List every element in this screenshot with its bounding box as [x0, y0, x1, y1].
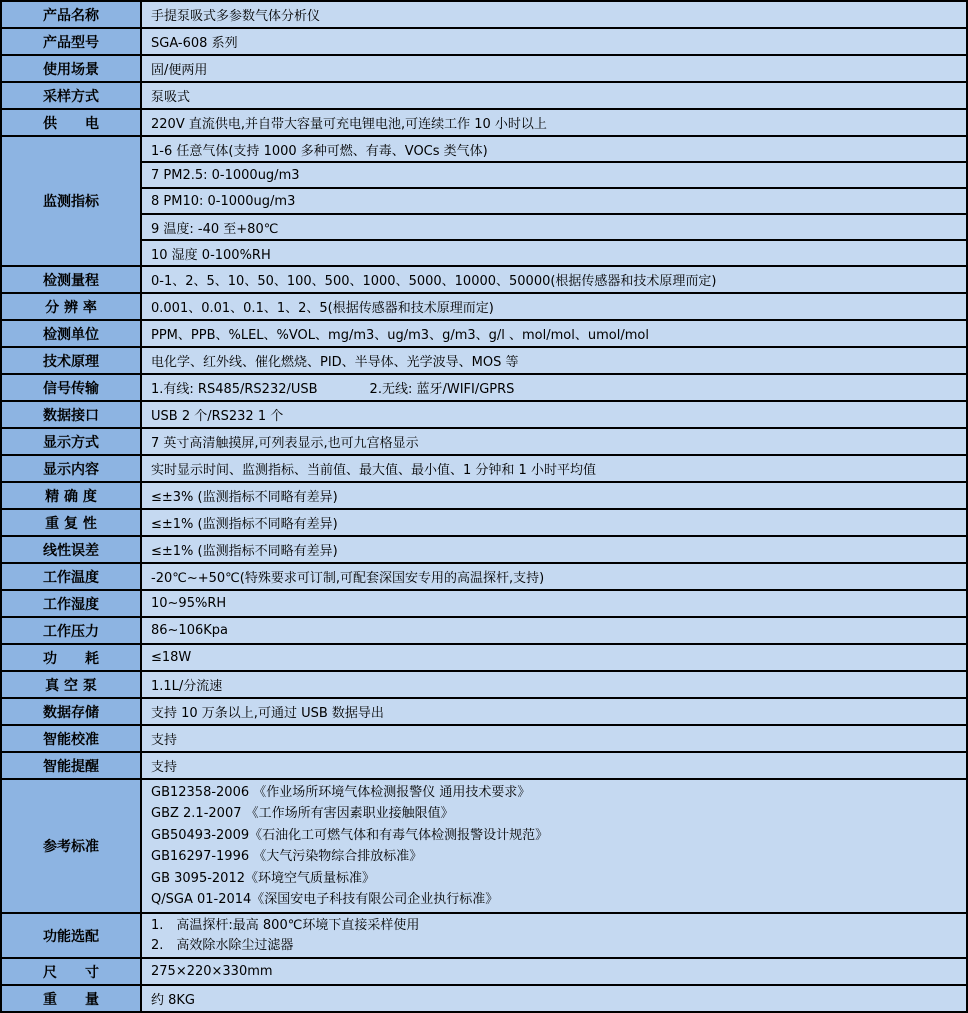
value-data-interface: USB 2 个/RS232 1 个: [141, 401, 967, 428]
spec-row-power-consumption: [1, 644, 967, 671]
value-monitoring-3: 8 PM10: 0-1000ug/m3: [141, 188, 967, 214]
value-sampling-method: 泵吸式: [141, 82, 967, 109]
label-sampling-method: 采样方式: [1, 82, 141, 109]
label-data-storage: 数据存储: [1, 698, 141, 725]
standard-line-1: GB12358-2006 《作业场所环境气体检测报警仪 通用技术要求》: [151, 785, 531, 800]
spec-row-monitoring-4: [1, 214, 967, 240]
spec-row-monitoring-3: [1, 188, 967, 214]
label-product-name: 产品名称: [1, 1, 141, 28]
value-power-supply: 220V 直流供电,并自带大容量可充电锂电池,可连续工作 10 小时以上: [141, 109, 967, 136]
label-repeatability: 重 复 性: [1, 509, 141, 536]
spec-row-power-supply: [1, 109, 967, 136]
label-weight: 重 量: [1, 985, 141, 1012]
spec-row-accuracy: [1, 482, 967, 509]
option-line-1: 1. 高温探杆:最高 800℃环境下直接采样使用: [151, 918, 420, 934]
value-monitoring-1: 1-6 任意气体(支持 1000 多种可燃、有毒、VOCs 类气体): [141, 136, 967, 162]
value-display-mode: 7 英寸高清触摸屏,可列表显示,也可九宫格显示: [141, 428, 967, 455]
value-weight: 约 8KG: [141, 985, 967, 1012]
value-power-consumption: ≤18W: [141, 644, 967, 671]
value-monitoring-5: 10 湿度 0-100%RH: [141, 240, 967, 266]
value-working-humidity: 10~95%RH: [141, 590, 967, 617]
value-working-temperature: -20℃~+50℃(特殊要求可订制,可配套深国安专用的高温探杆,支持): [141, 563, 967, 590]
spec-row-data-storage: [1, 698, 967, 725]
value-product-model: SGA-608 系列: [141, 28, 967, 55]
value-smart-reminder: 支持: [141, 752, 967, 779]
value-vacuum-pump: 1.1L/分流速: [141, 671, 967, 698]
spec-row-usage-scene: [1, 55, 967, 82]
label-display-content: 显示内容: [1, 455, 141, 482]
option-line-2: 2. 高效除水除尘过滤器: [151, 937, 294, 953]
label-detection-range: 检测量程: [1, 266, 141, 293]
label-reference-standards: 参考标准: [1, 779, 141, 913]
spec-row-product-name: [1, 1, 967, 28]
spec-row-working-humidity: [1, 590, 967, 617]
spec-row-working-temperature: [1, 563, 967, 590]
label-technical-principle: 技术原理: [1, 347, 141, 374]
label-monitoring-indicators: 监测指标: [1, 136, 141, 266]
spec-row-repeatability: [1, 509, 967, 536]
label-product-model: 产品型号: [1, 28, 141, 55]
standard-line-6: Q/SGA 01-2014《深国安电子科技有限公司企业执行标准》: [151, 892, 499, 908]
standard-line-2: GBZ 2.1-2007 《工作场所有害因素职业接触限值》: [151, 806, 454, 822]
label-linearity-error: 线性误差: [1, 536, 141, 563]
spec-row-resolution: [1, 293, 967, 320]
standard-line-4: GB16297-1996 《大气污染物综合排放标准》: [151, 849, 423, 865]
value-detection-units: PPM、PPB、%LEL、%VOL、mg/m3、ug/m3、g/m3、g/l 、mol/mol、umol/mol: [141, 320, 967, 347]
value-display-content: 实时显示时间、监测指标、当前值、最大值、最小值、1 分钟和 1 小时平均值: [141, 455, 967, 482]
value-product-name: 手提泵吸式多参数气体分析仪: [141, 1, 967, 28]
label-signal-transmission: 信号传输: [1, 374, 141, 401]
standard-line-3: GB50493-2009《石油化工可燃气体和有毒气体检测报警设计规范》: [151, 827, 549, 843]
label-data-interface: 数据接口: [1, 401, 141, 428]
value-linearity-error: ≤±1% (监测指标不同略有差异): [141, 536, 967, 563]
label-power-consumption: 功 耗: [1, 644, 141, 671]
spec-row-technical-principle: [1, 347, 967, 374]
value-data-storage: 支持 10 万条以上,可通过 USB 数据导出: [141, 698, 967, 725]
spec-row-reference-standards: [1, 779, 967, 913]
spec-row-detection-range: [1, 266, 967, 293]
value-repeatability: ≤±1% (监测指标不同略有差异): [141, 509, 967, 536]
label-display-mode: 显示方式: [1, 428, 141, 455]
spec-row-display-mode: [1, 428, 967, 455]
spec-row-data-interface: [1, 401, 967, 428]
spec-row-monitoring-2: [1, 162, 967, 188]
label-dimensions: 尺 寸: [1, 958, 141, 985]
label-smart-calibration: 智能校准: [1, 725, 141, 752]
value-monitoring-4: 9 温度: -40 至+80℃: [141, 214, 967, 240]
label-power-supply: 供 电: [1, 109, 141, 136]
value-usage-scene: 固/便两用: [141, 55, 967, 82]
value-accuracy: ≤±3% (监测指标不同略有差异): [141, 482, 967, 509]
spec-row-linearity-error: [1, 536, 967, 563]
value-detection-range: 0-1、2、5、10、50、100、500、1000、5000、10000、50000(根据传感器和技术原理而定): [141, 266, 967, 293]
label-vacuum-pump: 真 空 泵: [1, 671, 141, 698]
label-accuracy: 精 确 度: [1, 482, 141, 509]
standard-line-5: GB 3095-2012《环境空气质量标准》: [151, 870, 375, 886]
value-dimensions: 275×220×330mm: [141, 958, 967, 985]
spec-row-smart-reminder: [1, 752, 967, 779]
spec-row-dimensions: [1, 958, 967, 985]
value-smart-calibration: 支持: [141, 725, 967, 752]
label-detection-units: 检测单位: [1, 320, 141, 347]
value-technical-principle: 电化学、红外线、催化燃烧、PID、半导体、光学波导、MOS 等: [141, 347, 967, 374]
label-working-temperature: 工作温度: [1, 563, 141, 590]
value-optional-features: [141, 913, 967, 958]
value-working-pressure: 86~106Kpa: [141, 617, 967, 644]
label-resolution: 分 辨 率: [1, 293, 141, 320]
value-monitoring-2: 7 PM2.5: 0-1000ug/m3: [141, 162, 967, 188]
spec-row-optional-features: [1, 913, 967, 958]
label-optional-features: 功能选配: [1, 913, 141, 958]
spec-row-monitoring-5: [1, 240, 967, 266]
value-signal-transmission: 1.有线: RS485/RS232/USB 2.无线: 蓝牙/WIFI/GPRS: [141, 374, 967, 401]
label-usage-scene: 使用场景: [1, 55, 141, 82]
label-working-humidity: 工作湿度: [1, 590, 141, 617]
spec-row-display-content: [1, 455, 967, 482]
spec-row-smart-calibration: [1, 725, 967, 752]
value-reference-standards: [141, 779, 967, 913]
label-working-pressure: 工作压力: [1, 617, 141, 644]
spec-row-weight: [1, 985, 967, 1012]
spec-row-product-model: [1, 28, 967, 55]
label-smart-reminder: 智能提醒: [1, 752, 141, 779]
spec-row-detection-units: [1, 320, 967, 347]
spec-row-vacuum-pump: [1, 671, 967, 698]
spec-row-monitoring-1: [1, 136, 967, 162]
value-resolution: 0.001、0.01、0.1、1、2、5(根据传感器和技术原理而定): [141, 293, 967, 320]
spec-row-working-pressure: [1, 617, 967, 644]
spec-row-signal-transmission: [1, 374, 967, 401]
spec-row-sampling-method: [1, 82, 967, 109]
